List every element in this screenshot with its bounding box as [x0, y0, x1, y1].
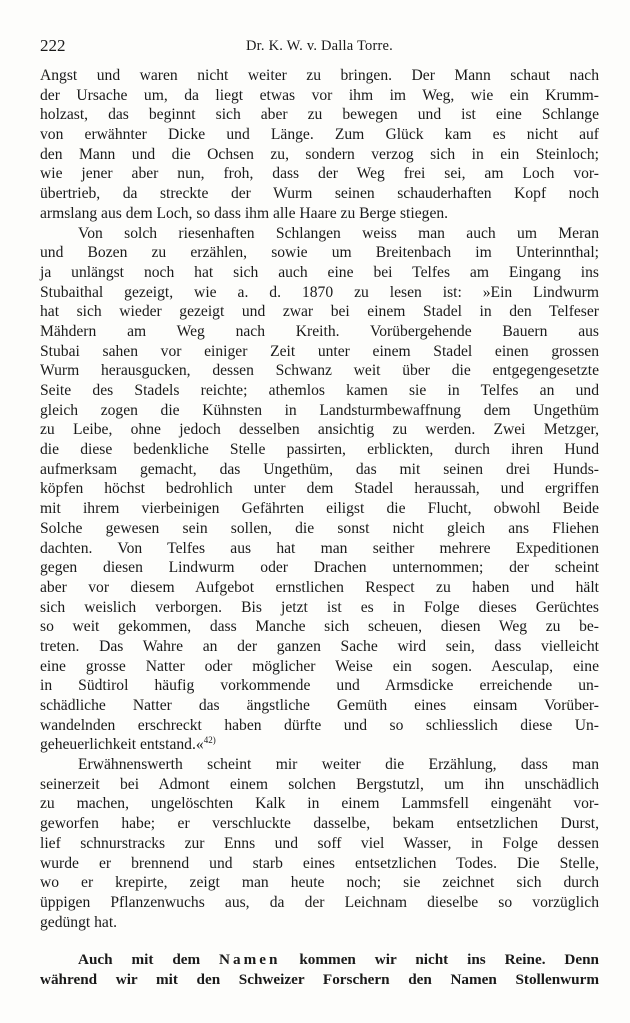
text-line: gedüngt hat.	[40, 913, 118, 931]
text-line: wurde er brennend und starb eines entsetzlichen Todes. Die Stelle,	[40, 854, 599, 872]
text-line: geheuerlichkeit entstand.«$^{42)}$	[40, 735, 216, 754]
text-line: geworfen habe; er verschluckte dasselbe, bekam entsetzlichen Durst,	[40, 815, 599, 833]
text-line: Angst und waren nicht weiter zu bringen. Der Mann schaut nach	[40, 67, 599, 84]
text-line: üppigen Pflanzenwuchs aus, da der Leichnam dieselbe so vorzüglich	[40, 893, 599, 911]
text-line: mit ihrem vierbeinigen Gefährten eiligst die Flucht, obwohl Beide	[40, 500, 599, 518]
text-line: dachten. Von Telfes aus hat man seither mehrere Expeditionen	[40, 539, 599, 557]
text-line: wo er krepirte, zeigt man heute noch; sie zeichnet sich durch	[40, 874, 599, 892]
text-line: die diese bedenkliche Stelle passirten, erblickten, durch ihren Hund	[40, 441, 599, 459]
text-line: gegen diesen Lindwurm oder Drachen unternommen; der scheint	[40, 559, 599, 577]
paragraph-gap	[40, 932, 599, 950]
text-line: zu Leibe, ohne jedoch desselben ansichtig zu werden. Zwei Metzger,	[40, 421, 599, 439]
final-paragraph	[40, 950, 599, 989]
text-line	[40, 950, 599, 970]
paragraph	[40, 66, 599, 224]
text-line: eine grosse Natter oder möglicher Weise ein sogen. Aesculap, eine	[40, 657, 599, 675]
text-line: Solche gewesen sein sollen, die sonst nicht gleich ans Fliehen	[40, 519, 599, 537]
text-line: köpfen höchst bedrohlich unter dem Stadel heraussah, und ergriffen	[40, 480, 599, 498]
text-segment: Auch mit dem	[78, 951, 220, 969]
text-line: zu machen, ungelöschten Kalk in einem Lammsfell eingenäht vor-	[40, 795, 599, 813]
text-line: den Mann und die Ochsen zu, sondern verzog sich in ein Steinloch;	[40, 145, 599, 163]
text-line: von erwähnter Dicke und Länge. Zum Glück kam es nicht auf	[40, 126, 599, 144]
text-line: während wir mit den Schweizer Forschern den Namen Stollenwurm	[40, 970, 599, 988]
text-segment: kommen wir nicht ins Reine. Denn	[280, 951, 599, 969]
text-line: wandelnden erschreckt haben dürfte und so schliesslich diese Un-	[40, 716, 599, 734]
running-title: Dr. K. W. v. Dalla Torre.	[246, 38, 393, 54]
text-line: der Ursache um, da liegt etwas vor ihm im Weg, wie ein Krumm-	[40, 86, 599, 104]
spaced-word: Namen	[219, 951, 281, 969]
footnote-reference[interactable]: 42)	[203, 735, 216, 746]
text-line: hat sich wieder gezeigt und zwar bei einem Stadel in den Telfeser	[40, 303, 599, 321]
text-line: aber vor diesem Aufgebot ernstlichen Respect zu haben und hält	[40, 578, 599, 596]
text-line: seinerzeit bei Admont einem solchen Bergstutzl, um ihn unschädlich	[40, 775, 599, 793]
text-line: sich weislich verborgen. Bis jetzt ist es in Folge dieses Gerüchtes	[40, 598, 599, 616]
text-line: holzast, das beginnt sich aber zu bewegen und ist eine Schlange	[40, 106, 599, 124]
text-line: Stubai sahen vor einiger Zeit unter einem Stadel einen grossen	[40, 342, 599, 360]
text-line: Von solch riesenhaften Schlangen weiss man auch um Meran	[78, 224, 599, 242]
text-line: Stubaithal gezeigt, wie a. d. 1870 zu lesen ist: »Ein Lindwurm	[40, 283, 599, 301]
paragraphs	[40, 66, 599, 932]
text-line: armslang aus dem Loch, so dass ihm alle Haare zu Berge stiegen.	[40, 204, 449, 222]
paragraph	[40, 755, 599, 932]
text-line: treten. Das Wahre an der ganzen Sache wird sein, dass vielleicht	[40, 637, 599, 655]
text-line: ja unlängst noch hat sich auch eine bei Telfes am Eingang ins	[40, 263, 599, 281]
text-line: übertrieb, da streckte der Wurm seinen schauderhaften Kopf noch	[40, 185, 599, 203]
text-line: und Bozen zu erzählen, sowie um Breitenbach im Unterinnthal;	[40, 244, 599, 262]
text-line: Mähdern am Weg nach Kreith. Vorübergehende Bauern aus	[40, 322, 599, 340]
text-line: aufmerksam gemacht, das Ungethüm, das mit seinen drei Hunds-	[40, 460, 599, 478]
paragraph	[40, 224, 599, 756]
body-text	[40, 66, 599, 990]
text-line: Erwähnenswerth scheint mir weiter die Erzählung, dass man	[78, 756, 599, 774]
text-line: gleich zogen die Kühnsten in Landsturmbewaffnung dem Ungethüm	[40, 401, 599, 419]
text-line: schädliche Natter das ängstliche Gemüth eines einsam Vorüber-	[40, 697, 599, 714]
text-line: Seite des Stadels reichte; athemlos kamen sie in Telfes an und	[40, 382, 599, 399]
text-line: so weit gekommen, dass Manche sich scheuen, diesen Weg zu be-	[40, 618, 599, 636]
page-number: 222	[40, 36, 66, 55]
text-line: wie jener aber nun, froh, dass der Weg frei sei, am Loch vor-	[40, 165, 599, 183]
running-head	[40, 36, 599, 58]
text-line: Wurm herausgucken, dessen Schwanz weit über die entgegengesetzte	[40, 362, 599, 380]
text-line: lief schnurstracks zur Enns und soff viel Wasser, in Folge dessen	[40, 834, 599, 852]
text-line: in Südtirol häufig vorkommende und Armsdicke erreichende un-	[40, 677, 599, 695]
